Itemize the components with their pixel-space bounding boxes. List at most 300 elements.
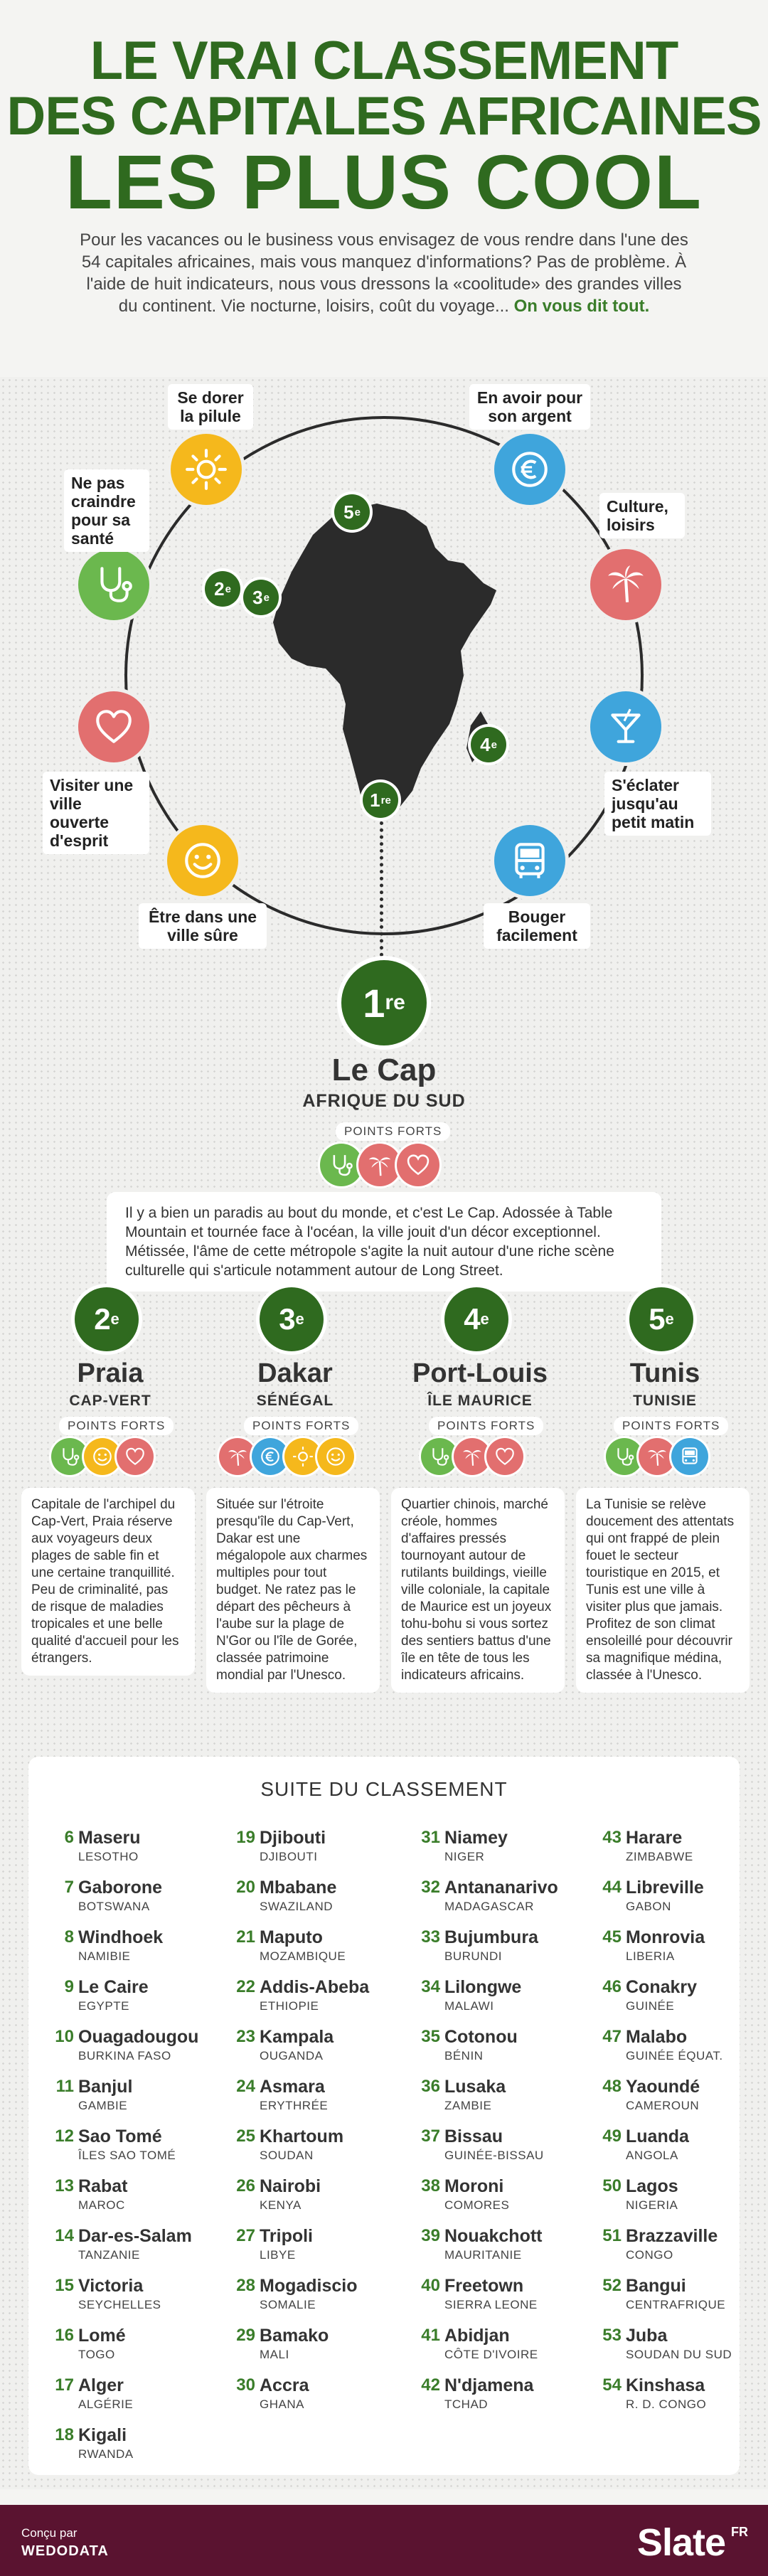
bus-icon (508, 839, 552, 883)
ranking-number: 31 (421, 1828, 440, 1847)
smiley-icon (181, 839, 225, 883)
map-pin-4 (471, 727, 506, 762)
winner-strength-culture (358, 1144, 401, 1186)
ranking-city: Antananarivo (444, 1878, 558, 1898)
ranking-city: Mbabane (260, 1878, 337, 1898)
runner-3-strengths (219, 1438, 350, 1475)
ranking-number: 13 (55, 2176, 74, 2196)
runner-3-strength-culture (219, 1438, 256, 1475)
ranking-country: ZIMBABWE (626, 1850, 693, 1863)
criterion-label-cocktail: S'éclater jusqu'au petit matin (604, 772, 711, 836)
ranking-number: 32 (421, 1878, 440, 1897)
intro-strong: On vous dit tout. (513, 297, 650, 316)
ranking-entry (416, 1927, 587, 1977)
ranking-entry (231, 2276, 402, 2326)
ranking-city: Gaborone (78, 1878, 163, 1898)
footer (0, 2505, 768, 2576)
palm-tree-icon (646, 1445, 668, 1468)
ranking-city: Moroni (444, 2176, 504, 2196)
runner-2-strength-safe (84, 1438, 121, 1475)
ranking-city: Accra (260, 2375, 309, 2395)
ranking-entry (231, 1977, 402, 2027)
ranking-entry (597, 2326, 768, 2375)
ranking-country: ALGÉRIE (78, 2397, 134, 2411)
criterion-smiley (167, 825, 238, 896)
ranking-city: Bamako (260, 2326, 329, 2346)
ranking-entry (597, 2375, 768, 2425)
ranking-city: Luanda (626, 2127, 689, 2146)
ranking-number: 42 (421, 2375, 440, 2395)
winner-strength-open (397, 1144, 439, 1186)
ranking-country: BOTSWANA (78, 1900, 150, 1913)
ranking-city: Rabat (78, 2176, 128, 2196)
ranking-number: 49 (602, 2127, 622, 2146)
ranking-entry (597, 2127, 768, 2176)
winner-strengths (320, 1144, 435, 1186)
criterion-label-bus: Bouger facilement (484, 903, 590, 949)
euro-icon (508, 447, 552, 491)
stethoscope-icon (613, 1445, 636, 1468)
ranking-number: 47 (602, 2027, 622, 2046)
ranking-country: KENYA (260, 2198, 302, 2212)
ranking-country: SWAZILAND (260, 1900, 334, 1913)
ranking-number: 29 (236, 2326, 255, 2345)
ranking-number: 19 (236, 1828, 255, 1847)
ranking-country: EGYPTE (78, 1999, 129, 2013)
runner-4-badge (444, 1287, 508, 1351)
map-pin-1-rank: 1 (370, 789, 380, 811)
ranking-country: RWANDA (78, 2447, 134, 2461)
runner-2-country: CAP-VERT (69, 1393, 151, 1409)
ranking-number: 10 (55, 2027, 74, 2046)
runner-5-strength-health (606, 1438, 643, 1475)
euro-icon (259, 1445, 282, 1468)
ranking-country: MAROC (78, 2198, 125, 2212)
ranking-country: GHANA (260, 2397, 304, 2411)
ranking-entry (597, 1878, 768, 1927)
runner-5-badge (629, 1287, 693, 1351)
ranking-entry (231, 1828, 402, 1878)
map-pin-5-rank: 5 (343, 501, 354, 523)
palm-tree-icon (461, 1445, 484, 1468)
ranking-city: Mogadiscio (260, 2276, 358, 2296)
map-pin-4-rank: 4 (480, 733, 491, 755)
ranking-country: TOGO (78, 2348, 115, 2361)
stethoscope-icon (328, 1151, 355, 1178)
ranking-country: ZAMBIE (444, 2099, 492, 2112)
runner-4-rank: 4 (464, 1302, 481, 1336)
runner-2-strength-open (117, 1438, 154, 1475)
suite-title: SUITE DU CLASSEMENT (260, 1778, 508, 1800)
ranking-entry (50, 2027, 220, 2077)
criterion-label-smiley: Être dans une ville sûre (139, 903, 267, 949)
runner-5-strength-culture (639, 1438, 676, 1475)
runner-3-rank: 3 (279, 1302, 296, 1336)
map-pin-2-suffix: e (225, 582, 231, 595)
ranking-city: Windhoek (78, 1927, 164, 1947)
ranking-city: Lomé (78, 2326, 126, 2346)
criterion-euro (494, 434, 565, 505)
stethoscope-icon (428, 1445, 451, 1468)
runner-4-strengths (421, 1438, 519, 1475)
ranking-entry (597, 1828, 768, 1878)
ranking-number: 37 (421, 2127, 440, 2146)
ranking-country: DJIBOUTI (260, 1850, 318, 1863)
ranking-entry (50, 1977, 220, 2027)
title-line-3: LES PLUS COOL (65, 139, 703, 225)
runner-5-suffix: e (665, 1310, 674, 1328)
ranking-entry (231, 2027, 402, 2077)
heart-icon (494, 1445, 516, 1468)
cocktail-icon (604, 705, 648, 749)
ranking-number: 51 (602, 2226, 622, 2245)
ranking-country: NIGER (444, 1850, 485, 1863)
map-pin-1-suffix: re (380, 794, 391, 807)
ranking-country: CONGO (626, 2248, 673, 2262)
ranking-country: CAMEROUN (626, 2099, 700, 2112)
map-pin-3-rank: 3 (252, 586, 263, 608)
ranking-entry (50, 2375, 220, 2425)
criterion-stethoscope (78, 549, 149, 620)
ranking-number: 30 (236, 2375, 255, 2395)
runner-2-city: Praia (77, 1358, 144, 1388)
ranking-number: 54 (602, 2375, 622, 2395)
ranking-number: 48 (602, 2077, 622, 2096)
ranking-city: Kinshasa (626, 2375, 705, 2395)
ranking-number: 27 (236, 2226, 255, 2245)
ranking-entry (416, 2375, 587, 2425)
ranking-entry (231, 2176, 402, 2226)
ranking-country: SOUDAN (260, 2149, 314, 2162)
ranking-city: Alger (78, 2375, 124, 2395)
ranking-city: Malabo (626, 2027, 688, 2047)
ranking-country: COMORES (444, 2198, 510, 2212)
ranking-city: Cotonou (444, 2027, 518, 2047)
ranking-number: 20 (236, 1878, 255, 1897)
ranking-city: Djibouti (260, 1828, 326, 1848)
ranking-country: GUINÉE-BISSAU (444, 2149, 544, 2162)
ranking-city: Libreville (626, 1878, 704, 1898)
map-pin-5-suffix: e (354, 506, 361, 518)
ranking-number: 15 (55, 2276, 74, 2295)
footer-brand-suffix: FR (731, 2525, 748, 2539)
runner-3-points-forts-label: POINTS FORTS (244, 1417, 358, 1435)
criterion-label-euro: En avoir pour son argent (469, 384, 590, 430)
criterion-label-palm: Culture, loisirs (599, 493, 685, 538)
ranking-city: Lusaka (444, 2077, 506, 2097)
palm-tree-icon (366, 1151, 393, 1178)
runner-2-points-forts-label: POINTS FORTS (59, 1417, 174, 1435)
winner-rank-suffix: re (385, 991, 405, 1014)
runner-3-strength-safe (317, 1438, 354, 1475)
ranking-city: Sao Tomé (78, 2127, 162, 2146)
ranking-entry (416, 1977, 587, 2027)
winner-rank: 1 (363, 980, 385, 1026)
runner-4-strength-open (486, 1438, 523, 1475)
ranking-country: SOMALIE (260, 2298, 316, 2311)
winner-points-forts-label: POINTS FORTS (336, 1122, 450, 1141)
ranking-country: SOUDAN DU SUD (626, 2348, 732, 2361)
ranking-number: 8 (64, 1927, 74, 1947)
ranking-entry (416, 1828, 587, 1878)
ranking-city: Freetown (444, 2276, 524, 2296)
ranking-entry (50, 2077, 220, 2127)
criterion-label-stethoscope: Ne pas craindre pour sa santé (64, 469, 149, 552)
sun-icon (184, 447, 228, 491)
ranking-number: 34 (421, 1977, 440, 1996)
ranking-country: BURKINA FASO (78, 2049, 171, 2063)
ranking-number: 39 (421, 2226, 440, 2245)
smiley-icon (91, 1445, 114, 1468)
ranking-city: Nouakchott (444, 2226, 543, 2246)
ranking-number: 36 (421, 2077, 440, 2096)
runner-2-description: Capitale de l'archipel du Cap-Vert, Praia réserve aux voyageurs deux plages de sable fin et une certaine tranquillité. Peu de criminalité, pas de risque de maladies tropicales et une belle qualité d'accueil pour les étrangers. (21, 1488, 195, 1676)
runner-5-city: Tunis (629, 1358, 700, 1388)
ranking-number: 24 (236, 2077, 255, 2096)
ranking-entry (50, 1878, 220, 1927)
ranking-city: Ouagadougou (78, 2027, 199, 2047)
stethoscope-icon (92, 563, 136, 607)
ranking-number: 46 (602, 1977, 622, 1996)
ranking-number: 28 (236, 2276, 255, 2295)
runner-3-country: SÉNÉGAL (256, 1393, 334, 1409)
ranking-entry (231, 1878, 402, 1927)
ranking-number: 33 (421, 1927, 440, 1947)
runner-2-badge (75, 1287, 139, 1351)
map-pin-3 (243, 580, 279, 615)
ranking-entry (231, 2077, 402, 2127)
ranking-city: Khartoum (260, 2127, 344, 2146)
ranking-city: Brazzaville (626, 2226, 718, 2246)
criterion-bus (494, 825, 565, 896)
runner-3-badge (260, 1287, 324, 1351)
ranking-entry (416, 2027, 587, 2077)
suite-classement (28, 1757, 740, 2475)
ranking-number: 35 (421, 2027, 440, 2046)
ranking-number: 11 (55, 2077, 74, 2096)
map-pin-1 (363, 782, 398, 818)
runner-3-description: Située sur l'étroite presqu'île du Cap-Vert, Dakar est une mégalopole aux charmes multiples pour tout budget. Ne ratez pas le départ des pêcheurs à l'aube sur la plage de N'Gor ou l'île de Gorée, classée patrimoine mondial par l'Unesco. (206, 1488, 380, 1693)
ranking-entry (597, 2027, 768, 2077)
ranking-entry (50, 1927, 220, 1977)
ranking-number: 40 (421, 2276, 440, 2295)
ranking-country: ANGOLA (626, 2149, 678, 2162)
ranking-country: BÉNIN (444, 2049, 484, 2063)
criterion-label-heart: Visiter une ville ouverte d'esprit (43, 772, 149, 854)
ranking-entry (416, 2226, 587, 2276)
ranking-country: ÎLES SAO TOMÉ (78, 2149, 176, 2162)
heart-icon (92, 705, 136, 749)
ranking-entry (231, 2226, 402, 2276)
ranking-city: Juba (626, 2326, 668, 2346)
ranking-country: LIBERIA (626, 1949, 675, 1963)
title-line-1: LE VRAI CLASSEMENT (90, 31, 678, 91)
heart-icon (124, 1445, 146, 1468)
bus-icon (678, 1445, 701, 1468)
map-pin-4-suffix: e (491, 738, 497, 751)
ranking-entry (50, 2425, 220, 2475)
runner-5-description: La Tunisie se relève doucement des attentats qui ont frappé de plein fouet le secteur touristique en 2015, et Tunis est une ville à visiter plus que jamais. Profitez de son climat ensoleillé pour découvrir sa magnifique médina, classée à l'Unesco. (576, 1488, 750, 1693)
ranking-entry (50, 2127, 220, 2176)
smiley-icon (324, 1445, 347, 1468)
ranking-country: ERYTHRÉE (260, 2099, 329, 2112)
map-pin-5 (334, 494, 370, 530)
ranking-entry (597, 1927, 768, 1977)
runner-5-points-forts-label: POINTS FORTS (614, 1417, 728, 1435)
winner-connector (380, 821, 383, 957)
ranking-city: Maputo (260, 1927, 323, 1947)
intro-text (78, 229, 690, 317)
ranking-country: MALAWI (444, 1999, 494, 2013)
palm-tree-icon (604, 563, 648, 607)
ranking-number: 14 (55, 2226, 74, 2245)
stethoscope-icon (58, 1445, 81, 1468)
ranking-city: Kampala (260, 2027, 334, 2047)
ranking-city: Bangui (626, 2276, 686, 2296)
map-pin-2 (205, 571, 240, 607)
footer-agency-logo[interactable]: WEDODATA (21, 2543, 109, 2559)
ranking-entry (416, 2077, 587, 2127)
ranking-number: 7 (64, 1878, 74, 1897)
winner-description: Il y a bien un paradis au bout du monde, et c'est Le Cap. Adossée à Table Mountain et tournée face à l'océan, la ville jouit d'un décor exceptionnel. Métissée, l'âme de cette métropole s'agite la nuit autour d'une riche scène culturelle qui s'articule notamment autour de Long Street. (107, 1192, 661, 1292)
ranking-country: MALI (260, 2348, 289, 2361)
runner-2-rank: 2 (94, 1302, 111, 1336)
ranking-city: Conakry (626, 1977, 698, 1997)
map-pin-2-rank: 2 (214, 578, 225, 600)
ranking-number: 6 (64, 1828, 74, 1847)
runner-5-rank: 5 (649, 1302, 666, 1336)
ranking-city: Lagos (626, 2176, 678, 2196)
ranking-entry (416, 2276, 587, 2326)
ranking-city: Harare (626, 1828, 683, 1848)
ranking-country: GUINÉE ÉQUAT. (626, 2049, 723, 2063)
ranking-entry (50, 2176, 220, 2226)
ranking-entry (597, 2226, 768, 2276)
ranking-number: 25 (236, 2127, 255, 2146)
ranking-city: Yaoundé (626, 2077, 700, 2097)
runner-3-city: Dakar (257, 1358, 333, 1388)
ranking-city: Le Caire (78, 1977, 149, 1997)
ranking-number: 16 (55, 2326, 74, 2345)
ranking-number: 21 (236, 1927, 255, 1947)
ranking-number: 12 (55, 2127, 74, 2146)
ranking-country: ETHIOPIE (260, 1999, 319, 2013)
ranking-country: LIBYE (260, 2248, 296, 2262)
runner-2-suffix: e (110, 1310, 119, 1328)
ranking-entry (416, 1878, 587, 1927)
ranking-country: GUINÉE (626, 1999, 675, 2013)
ranking-entry (597, 2276, 768, 2326)
ranking-country: OUGANDA (260, 2049, 324, 2063)
ranking-number: 43 (602, 1828, 622, 1847)
runner-4-points-forts-label: POINTS FORTS (429, 1417, 543, 1435)
ranking-entry (50, 2326, 220, 2375)
runner-4-description: Quartier chinois, marché créole, hommes d'affaires pressés tournoyant autour de rutilants buildings, vieille ville coloniale, la capitale de Maurice est un joyeux tohu-bohu si vous sortez des sentiers battus d'une île en tête de tous les indicateurs africains. (391, 1488, 565, 1693)
ranking-city: Addis-Abeba (260, 1977, 370, 1997)
runner-2-strengths (51, 1438, 149, 1475)
ranking-number: 23 (236, 2027, 255, 2046)
map-pin-3-suffix: e (263, 591, 270, 604)
ranking-country: CÔTE D'IVOIRE (444, 2348, 538, 2361)
ranking-country: R. D. CONGO (626, 2397, 707, 2411)
footer-brand-logo[interactable]: Slate (636, 2521, 725, 2564)
ranking-entry (50, 1828, 220, 1878)
ranking-country: GAMBIE (78, 2099, 128, 2112)
ranking-number: 45 (602, 1927, 622, 1947)
palm-tree-icon (226, 1445, 249, 1468)
ranking-city: Dar-es-Salam (78, 2226, 192, 2246)
ranking-number: 53 (602, 2326, 622, 2345)
ranking-number: 17 (55, 2375, 74, 2395)
runner-4-strength-health (421, 1438, 458, 1475)
ranking-entry (231, 2326, 402, 2375)
winner-strength-health (320, 1144, 363, 1186)
runner-2-strength-health (51, 1438, 88, 1475)
ranking-city: Tripoli (260, 2226, 313, 2246)
ranking-entry (50, 2226, 220, 2276)
ranking-entry (231, 2127, 402, 2176)
runner-3-strength-sun (284, 1438, 321, 1475)
ranking-country: BURUNDI (444, 1949, 502, 1963)
runner-5-country: TUNISIE (633, 1393, 697, 1409)
intro-body: Pour les vacances ou le business vous envisagez de vous rendre dans l'une des 54 capitales africaines, mais vous manquez d'informations? Pas de problème. À l'aide de huit indicateurs, nous vous dressons la «coolitude» des grandes villes du continent. Vie nocturne, loisirs, coût du voyage... (80, 230, 688, 316)
heart-icon (405, 1151, 432, 1178)
winner-country: AFRIQUE DU SUD (302, 1091, 466, 1111)
ranking-number: 52 (602, 2276, 622, 2295)
footer-credit-label: Conçu par (21, 2526, 78, 2540)
runner-5-strength-transport (671, 1438, 708, 1475)
ranking-number: 41 (421, 2326, 440, 2345)
ranking-city: N'djamena (444, 2375, 534, 2395)
ranking-city: Asmara (260, 2077, 325, 2097)
ranking-country: SIERRA LEONE (444, 2298, 538, 2311)
ranking-city: Bujumbura (444, 1927, 538, 1947)
header (0, 0, 768, 370)
ranking-entry (416, 2326, 587, 2375)
ranking-city: Victoria (78, 2276, 144, 2296)
ranking-city: Bissau (444, 2127, 503, 2146)
criterion-palm (590, 549, 661, 620)
ranking-number: 44 (602, 1878, 622, 1897)
criterion-sun (171, 434, 242, 505)
ranking-number: 26 (236, 2176, 255, 2196)
ranking-number: 9 (64, 1977, 74, 1996)
ranking-country: NIGERIA (626, 2198, 678, 2212)
ranking-country: TANZANIE (78, 2248, 140, 2262)
ranking-entry (416, 2176, 587, 2226)
runner-4-country: ÎLE MAURICE (427, 1393, 533, 1409)
ranking-entry (231, 1927, 402, 1977)
criterion-label-sun: Se dorer la pilule (168, 384, 253, 430)
ranking-number: 50 (602, 2176, 622, 2196)
runner-4-strength-culture (454, 1438, 491, 1475)
ranking-country: GABON (626, 1900, 671, 1913)
ranking-country: CENTRAFRIQUE (626, 2298, 726, 2311)
criterion-cocktail (590, 691, 661, 762)
ranking-entry (597, 2176, 768, 2226)
criterion-heart (78, 691, 149, 762)
ranking-number: 38 (421, 2176, 440, 2196)
ranking-country: SEYCHELLES (78, 2298, 161, 2311)
winner-rank-badge (341, 960, 427, 1045)
ranking-country: MAURITANIE (444, 2248, 522, 2262)
title-line-2: DES CAPITALES AFRICAINES (6, 86, 762, 147)
ranking-city: Nairobi (260, 2176, 321, 2196)
ranking-entry (231, 2375, 402, 2425)
ranking-city: Kigali (78, 2425, 127, 2445)
ranking-entry (416, 2127, 587, 2176)
ranking-country: LESOTHO (78, 1850, 139, 1863)
